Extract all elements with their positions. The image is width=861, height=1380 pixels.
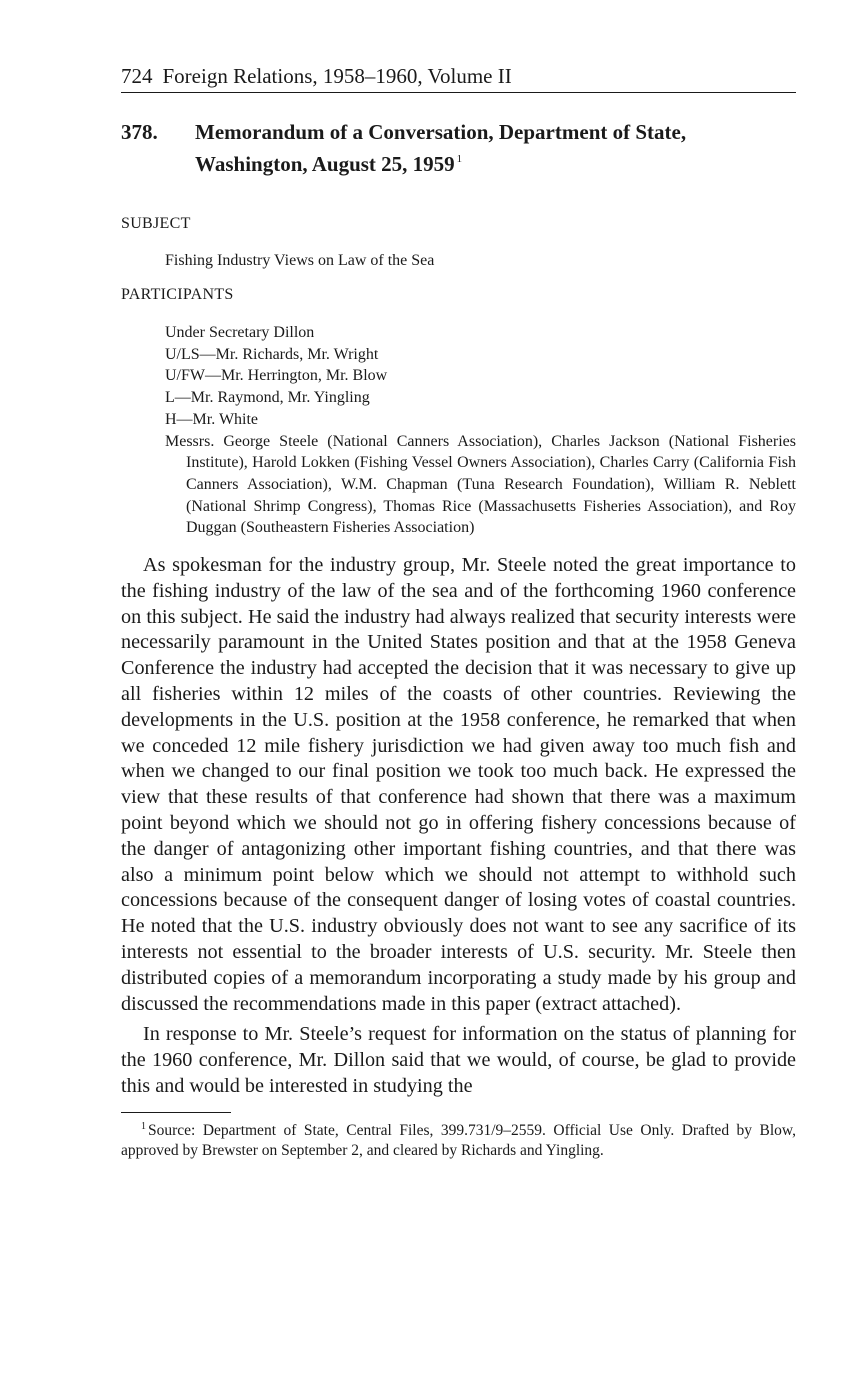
- subject-text: Fishing Industry Views on Law of the Sea: [165, 252, 435, 269]
- subject-label: SUBJECT: [121, 215, 191, 232]
- participant-item: U/FW—Mr. Herrington, Mr. Blow: [165, 367, 388, 385]
- document-number: 378.: [121, 120, 158, 144]
- footnote-text: Source: Department of State, Central Files, 399.731/9–2559. Official Use Only. Drafted by Blow, approved by Brewster on September 2, and cleared by Richards and Yingling.: [121, 1121, 796, 1159]
- participant-item: U/LS—Mr. Richards, Mr. Wright: [165, 345, 379, 363]
- footnote-marker: 1: [141, 1120, 146, 1132]
- body-paragraph: As spokesman for the industry group, Mr. Steele noted the great importance to the fishing industry of the law of the sea and of the forthcoming 1960 conference on this subject. He said the industry had always realized that security interests were necessarily paramount in the United States position and that at the 1958 Geneva Conference the industry had accepted the decision that it was necessary to give up all fisheries within 12 miles of the coasts of other countries. Reviewing the developments in the U.S. position at the 1958 conference, he remarked that when we conceded 12 mile fishery jurisdiction we had given away too much fish and when we changed to our final position we took too much back. He expressed the view that these results of that conference had shown that there was a maximum point beyond which we should not go in offering fishery concessions because of the danger of antagonizing other important fishing countries, and that there was also a minimum point below which we should not attempt to withhold such concessions because of the consequent danger of losing votes of coastal countries. He noted that the U.S. industry obviously does not want to see any sacrifice of its interests not essential to the broader interests of U.S. security. Mr. Steele then distributed copies of a memorandum incorporating a study made by his group and discussed the recommendations made in this paper (extract attached).: [121, 554, 796, 1015]
- participant-item: Messrs. George Steele (National Canners Association), Charles Jackson (National Fisheries Institute), Harold Lokken (Fishing Vessel Owners Association), Charles Carry (California Fish Canners Association), W.M. Chapman (Tuna Research Foundation), William R. Neblett (National Shrimp Congress), Thomas Rice (Massachusetts Fisheries Association), and Roy Duggan (Southeastern Fisheries Association): [165, 432, 796, 537]
- participant-item: H—Mr. White: [165, 410, 259, 428]
- footnote: [121, 1117, 796, 1161]
- running-head: [121, 62, 796, 93]
- participant-item: L—Mr. Raymond, Mr. Yingling: [165, 389, 370, 407]
- body-paragraph: In response to Mr. Steele’s request for information on the status of planning for the 1960 conference, Mr. Dillon said that we would, of course, be glad to provide this and would be interested in studying the: [121, 1023, 796, 1097]
- participant-item: Under Secretary Dillon: [165, 324, 315, 341]
- footnote-divider: [121, 1112, 231, 1113]
- series-title: Foreign Relations, 1958–1960, Volume II: [162, 64, 512, 88]
- document-title: Memorandum of a Conversation, Department of State, Washington, August 25, 1959: [195, 120, 687, 176]
- participants-list: [165, 322, 796, 539]
- page-number: 724: [121, 64, 153, 88]
- footnote-reference[interactable]: 1: [456, 153, 463, 165]
- document-heading: [121, 119, 796, 178]
- document-page: [121, 62, 796, 1161]
- participants-label: PARTICIPANTS: [121, 286, 234, 303]
- document-title-block: [195, 119, 796, 178]
